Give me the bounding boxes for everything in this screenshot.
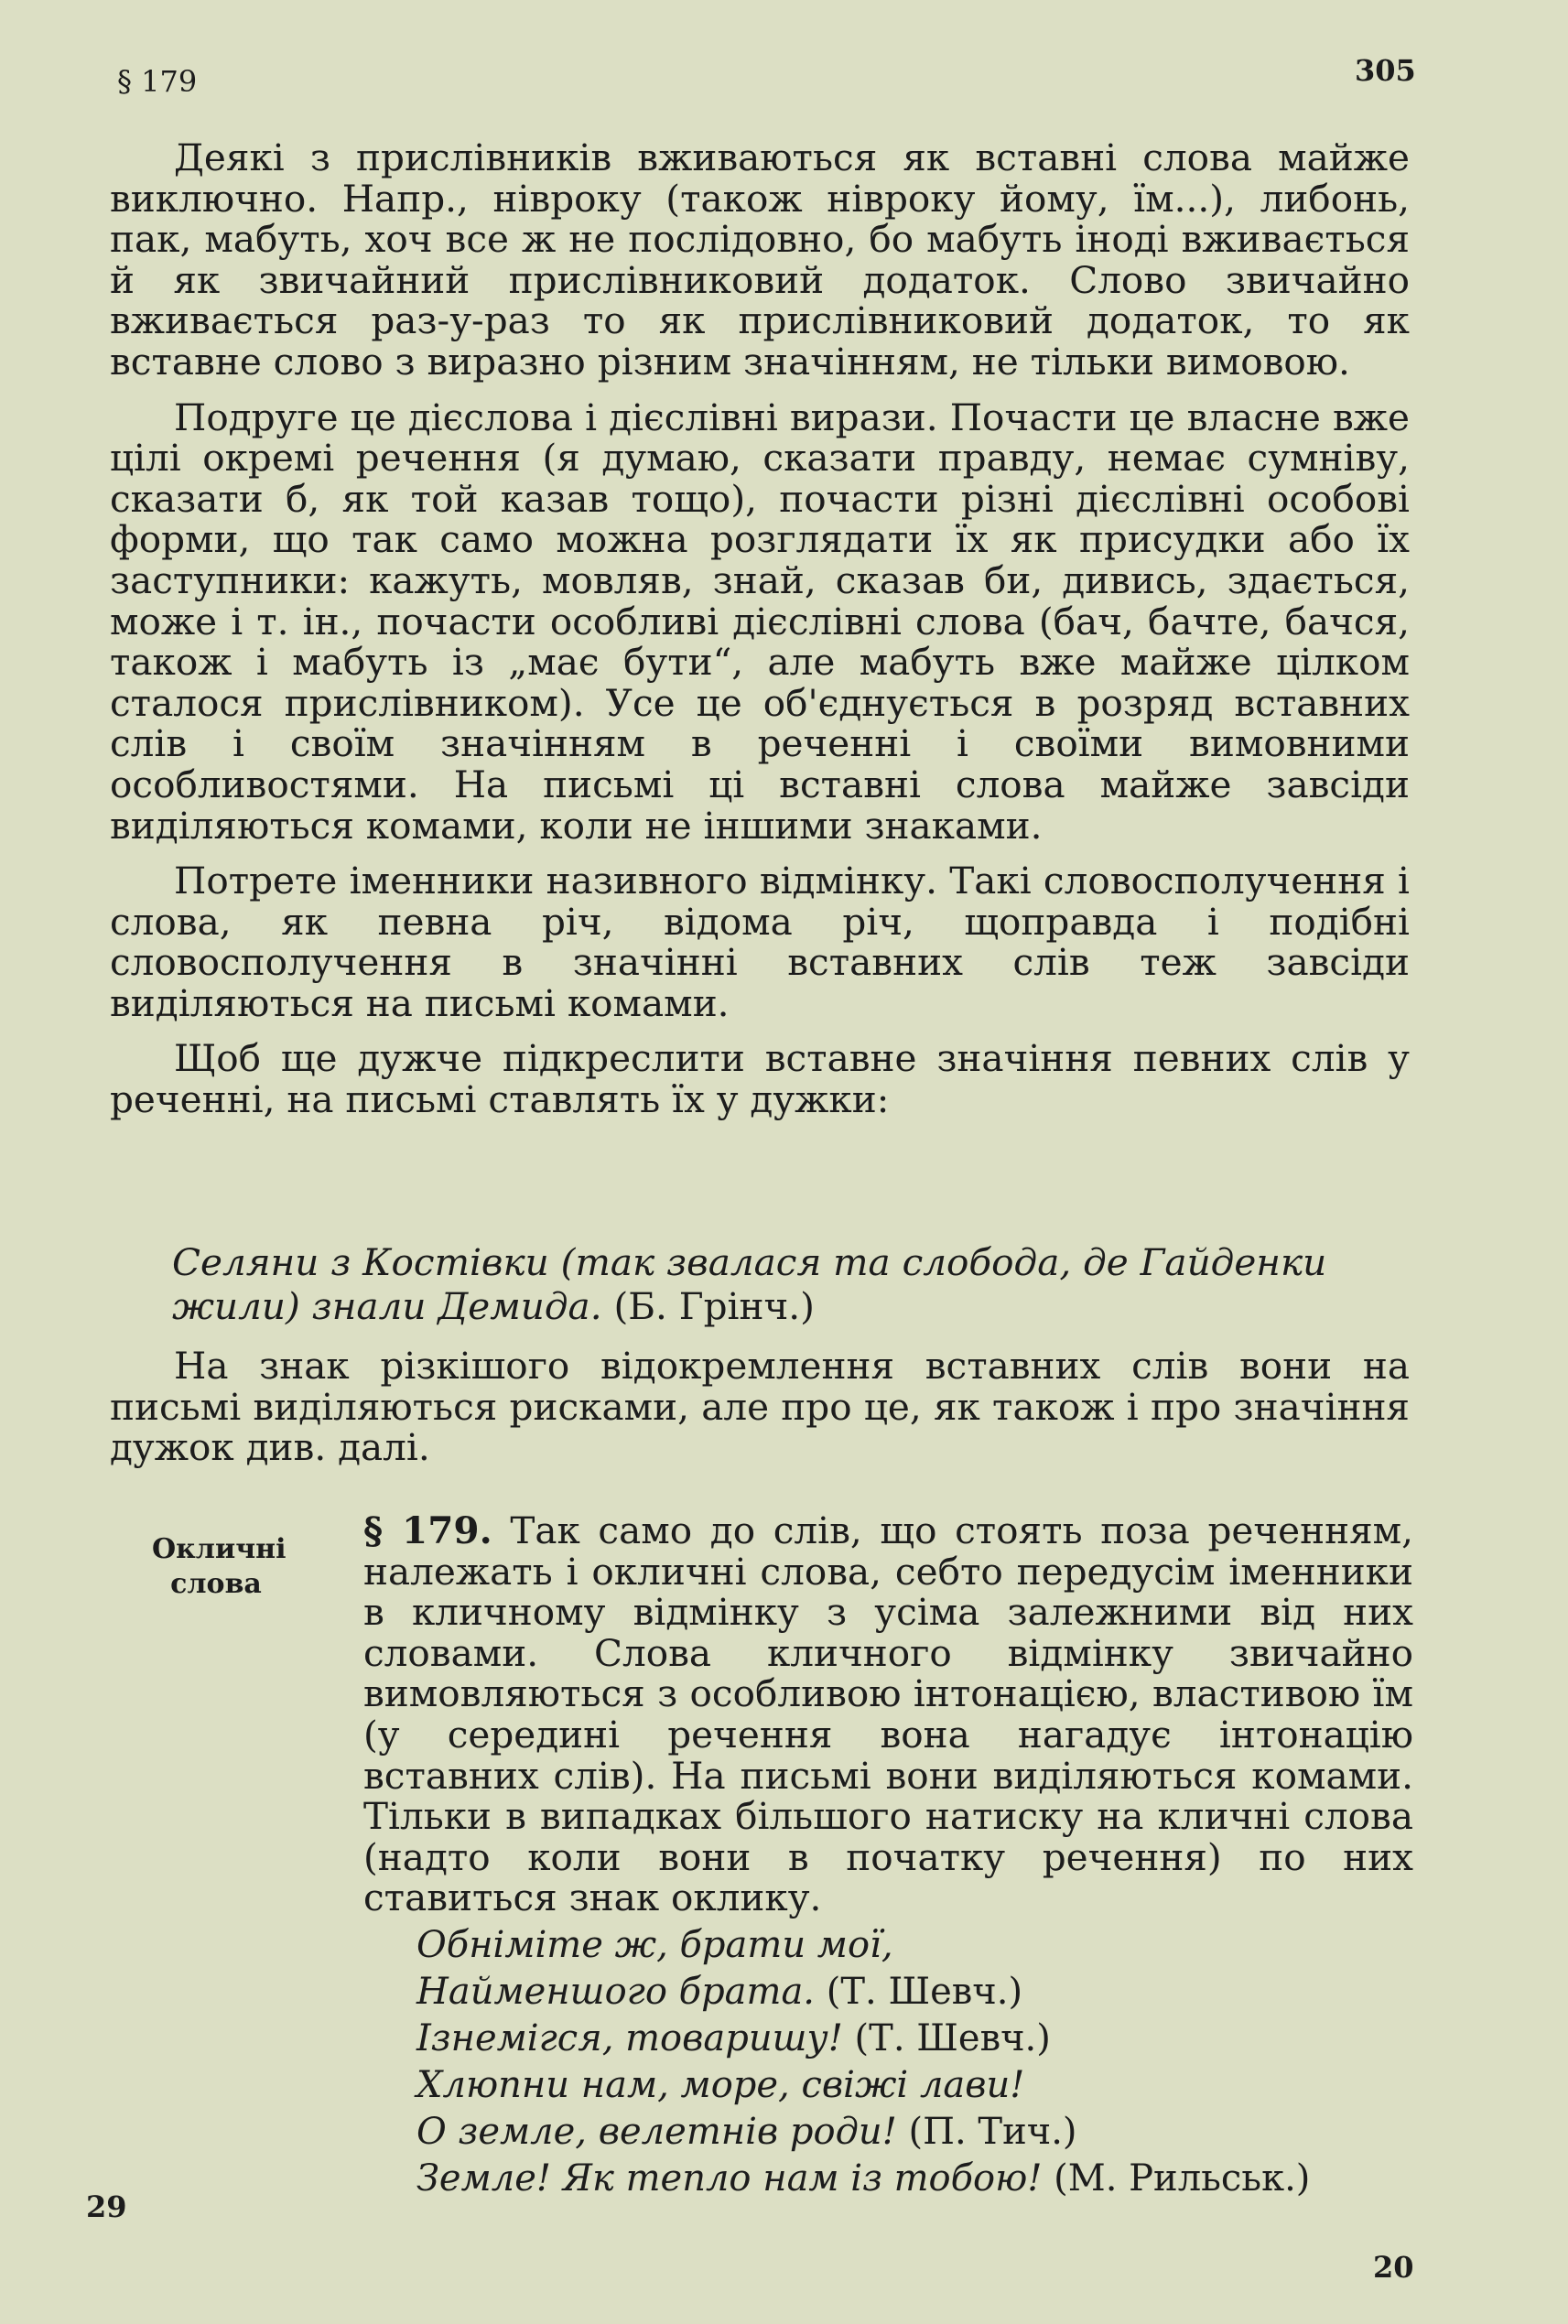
side-label-line-2: слова xyxy=(170,1568,262,1600)
poem-source: (Т. Шевч.) xyxy=(854,2017,1051,2059)
section-text: Так само до слів, що стоять поза реченням, належать і окличні слова, себто передусім іменники в кличному відмінку з усіма залежними від них словами. Слова кличного відмінку звичайно вимовляються з особливою інтонацією, властивою їм (у середині речення вона нагадує інтонацію вставних слів). На письмі вони виділяються комами. Тільки в випадках більшого натиску на кличні слова (надто коли вони в початку речення) по них ставиться знак оклику. xyxy=(363,1508,1413,1920)
section-179-body xyxy=(363,1510,1413,1919)
poem-source: (Т. Шевч.) xyxy=(826,1971,1023,2013)
paragraph-5-wrap xyxy=(110,1346,1410,1483)
poem-block xyxy=(416,1922,1310,2202)
section-179 xyxy=(103,1510,1413,1919)
main-text xyxy=(110,137,1410,1135)
poem-source: (М. Рильськ.) xyxy=(1054,2157,1311,2200)
section-number: § 179. xyxy=(363,1508,492,1552)
section-marker: § 179 xyxy=(117,64,198,99)
poem-line-6 xyxy=(416,2156,1310,2202)
poem-line-3 xyxy=(416,2016,1310,2062)
poem-line-4 xyxy=(416,2062,1310,2109)
poem-line-text: Ізнемігся, товаришу! xyxy=(416,2017,843,2059)
paragraph-2: Подруге це дієслова і дієслівні вирази. Почасти це власне вже цілі окремі речення (я думаю, сказати правду, немає сумніву, сказати б, як той казав тощо), почасти різні дієслівні особові форми, що так само можна розглядати їх як присудки або їх заступники: кажуть, мовляв, знай, сказав би, дивись, здається, може і т. ін., почасти особливі дієслівні слова (бач, бачте, бачся, також і мабуть із „має бути“, але мабуть вже майже цілком сталося прислівником). Усе це об'єднується в розряд вставних слів і своїм значінням в реченні і своїми вимовними особливостями. На письмі ці вставні слова майже завсіди виділяються комами, коли не іншими знаками. xyxy=(110,395,1410,848)
poem-source: (П. Тич.) xyxy=(908,2111,1077,2153)
paragraph-5: На знак різкішого відокремлення вставних слів вони на письмі виділяються рисками, але про це, як також і про значіння дужок див. далі. xyxy=(110,1344,1410,1470)
side-label-line-1: Окличні xyxy=(152,1533,287,1565)
poem-line-text: Земле! Як тепло нам із тобою! xyxy=(416,2157,1043,2200)
paragraph-3: Потрете іменники називного відмінку. Такі словосполучення і слова, як певна річ, відома річ, щоправда і подібні словосполучення в значінні вставних слів теж завсіди виділяються на письмі комами. xyxy=(110,859,1410,1025)
poem-line-text: Хлюпни нам, море, свіжі лави! xyxy=(416,2064,1025,2106)
poem-line-text: Обніміте ж, брати мої, xyxy=(416,1924,893,1966)
quote-text: Селяни з Костівки (так звалася та слобода, де Гайденки жили) знали Демида. xyxy=(172,1240,1327,1328)
signature-mark-right: 20 xyxy=(1373,2250,1414,2285)
signature-mark-left: 29 xyxy=(86,2189,127,2224)
poem-line-text: О земле, велетнів роди! xyxy=(416,2111,897,2153)
poem-line-2 xyxy=(416,1969,1310,2016)
quote-source: (Б. Грінч.) xyxy=(613,1284,815,1328)
paragraph-4: Щоб ще дужче підкреслити вставне значіння певних слів у реченні, на письмі ставлять їх у дужки: xyxy=(110,1036,1410,1122)
poem-line-5 xyxy=(416,2109,1310,2156)
paragraph-1: Деякі з прислівників вживаються як вставні слова майже виключно. Напр., нівроку (також нівроку йому, їм...), либонь, пак, мабуть, хоч все ж не послідовно, бо мабуть іноді вживається й як звичайний прислівниковий додаток. Слово звичайно вживається раз-у-раз то як прислівниковий додаток, то як вставне слово з виразно різним значінням, не тільки вимовою. xyxy=(110,135,1410,384)
poem-line-1 xyxy=(416,1922,1310,1969)
quote-block xyxy=(172,1240,1417,1328)
page-number: 305 xyxy=(1355,53,1416,88)
poem-line-text: Найменшого брата. xyxy=(416,1971,816,2013)
